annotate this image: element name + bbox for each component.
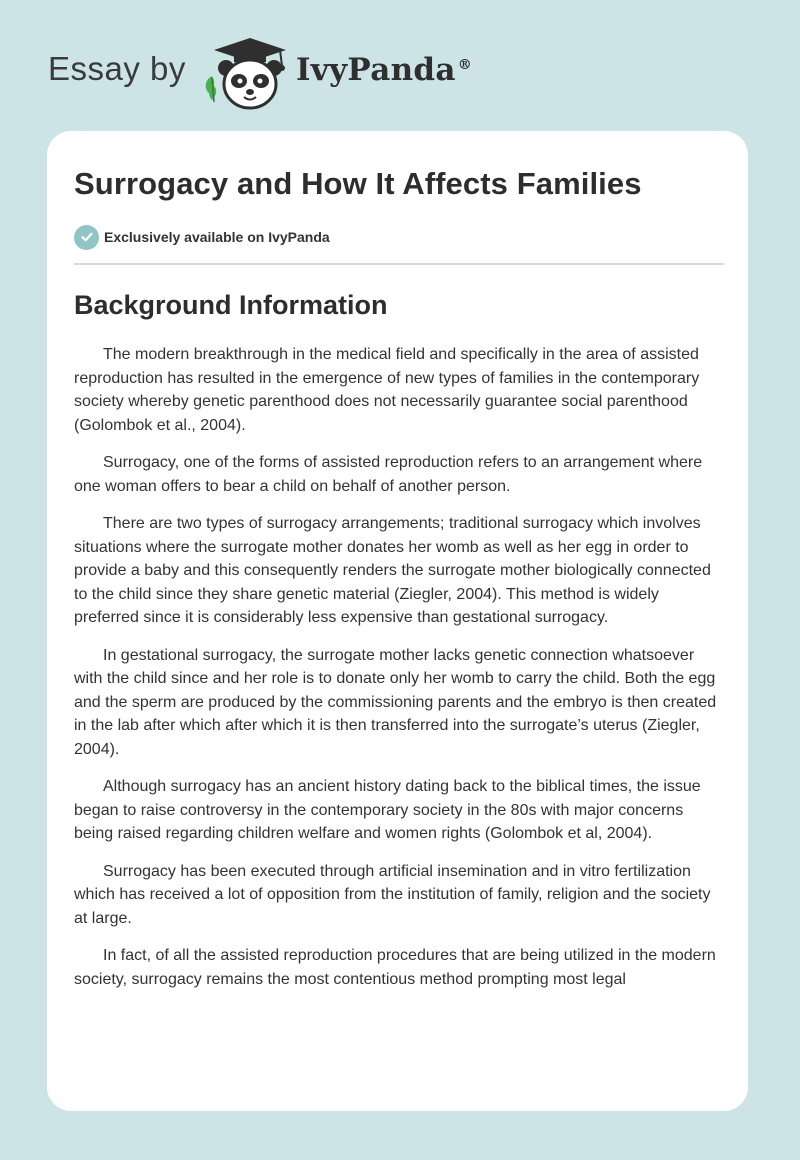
body-paragraph: There are two types of surrogacy arrangements; traditional surrogacy which involves situations where the surrogate mother donates her womb as well as her egg in order to provide a baby and this consequently renders the surrogate mother biologically connected to the child since they share genetic material (Ziegler, 2004). This method is widely preferred since it is considerably less expensive than gestational surrogacy.: [74, 515, 711, 626]
registered-mark: ®: [457, 56, 473, 73]
section-heading: Background Information: [74, 290, 388, 320]
body-paragraph: In fact, of all the assisted reproduction procedures that are being utilized in the modern society, surrogacy remains the most contentious method prompting most legal: [74, 947, 716, 988]
essay-card: [47, 131, 748, 1111]
brand-prefix: Essay by: [48, 50, 186, 87]
brand-name[interactable]: [296, 52, 472, 88]
check-circle-icon: [74, 225, 99, 250]
essay-content: [74, 163, 724, 1005]
exclusive-badge: [74, 223, 724, 251]
site-header: [0, 0, 800, 120]
brand-name-text: IvyPanda: [296, 52, 456, 88]
body-paragraph: Although surrogacy has an ancient history dating back to the biblical times, the issue began to raise controversy in the contemporary society in the 80s with major concerns being raised regarding children welfare and women rights (Golombok et al, 2004).: [74, 778, 701, 842]
body-paragraph: In gestational surrogacy, the surrogate mother lacks genetic connection whatsoever with the child since and her role is to donate only her womb to carry the child. Both the egg and the sperm are produced by the commissioning parents and the embryo is then created in the lab after which after which it is then transferred into the surrogate’s uterus (Ziegler, 2004).: [74, 646, 717, 758]
exclusive-badge-text: Exclusively available on IvyPanda: [104, 229, 330, 245]
essay-title: Surrogacy and How It Affects Families: [74, 166, 642, 201]
body-paragraph: The modern breakthrough in the medical field and specifically in the area of assisted reproduction has resulted in the emergence of new types of families in the contemporary society whereby genetic parenthood does not necessarily guarantee social parenthood (Golombok et al., 2004).: [74, 346, 700, 434]
panda-graduate-icon[interactable]: [200, 36, 292, 110]
title-divider: [74, 263, 724, 265]
body-paragraph: Surrogacy has been executed through artificial insemination and in vitro fertilization which has received a lot of opposition from the institution of family, religion and the society at large.: [74, 862, 711, 927]
body-paragraph: Surrogacy, one of the forms of assisted reproduction refers to an arrangement where one woman offers to bear a child on behalf of another person.: [74, 454, 703, 495]
essay-body: [74, 343, 724, 991]
